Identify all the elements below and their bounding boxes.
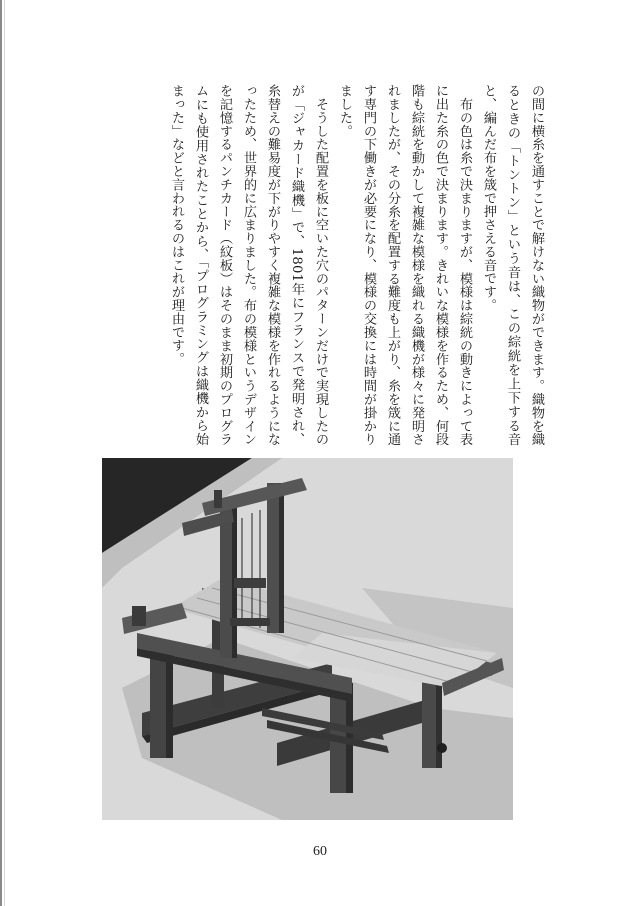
tower-post-right: [267, 483, 279, 633]
vertical-body-text: [116, 84, 548, 446]
paragraph-1: の間に横糸を通すことで解けない織物ができます。織物を織るときの「トントン」という音は、この綜絖を上下する音と、編んだ布を筬で押さえる音です。: [481, 84, 544, 446]
paragraph-3: そうした配置を板に空いた穴のパターンだけで実現したのが「ジャカード織機」で、1801年にフランスで発明され、糸替えの難易度が下がりやすく複雑な模様を作れるようになったため、世界的に広まりました。布の模様というデザインを記憶するパンチカード（紋板）はそのまま初期のプログラムにも使用されたことから、「プログラミングは織機から始まった」などと言われるのはこれが理由です。: [169, 84, 328, 446]
loom-3d-render: [102, 458, 513, 820]
heddle-bar: [234, 578, 266, 588]
page-number: 60: [313, 844, 327, 859]
tower-post-right-side: [279, 483, 284, 633]
pedal-knob: [437, 743, 447, 753]
leg-front-left-side: [166, 648, 173, 758]
page-gutter-line: [0, 0, 2, 906]
reed-beater: [230, 618, 270, 626]
beam-bracket-left: [132, 606, 146, 626]
leg-front-left: [150, 648, 166, 758]
paragraph-2: 布の色は糸で決まりますが、模様は綜絖の動きによって表に出た糸の色で決まります。きれいな模様を作るため、何段階も綜絖を動かして複雑な模様を織れる織機が様々に発明されましたが、その分糸を配置する難度も上がり、糸を筬に通す専門の下働きが必要になり、模様の交換には時間が掛かりました。: [337, 84, 472, 446]
leg-back-right: [422, 673, 436, 768]
page-gutter-line-inner: [4, 0, 5, 906]
tower-peg: [214, 490, 222, 508]
loom-illustration: [102, 458, 513, 820]
leg-back-right-side: [436, 673, 442, 768]
